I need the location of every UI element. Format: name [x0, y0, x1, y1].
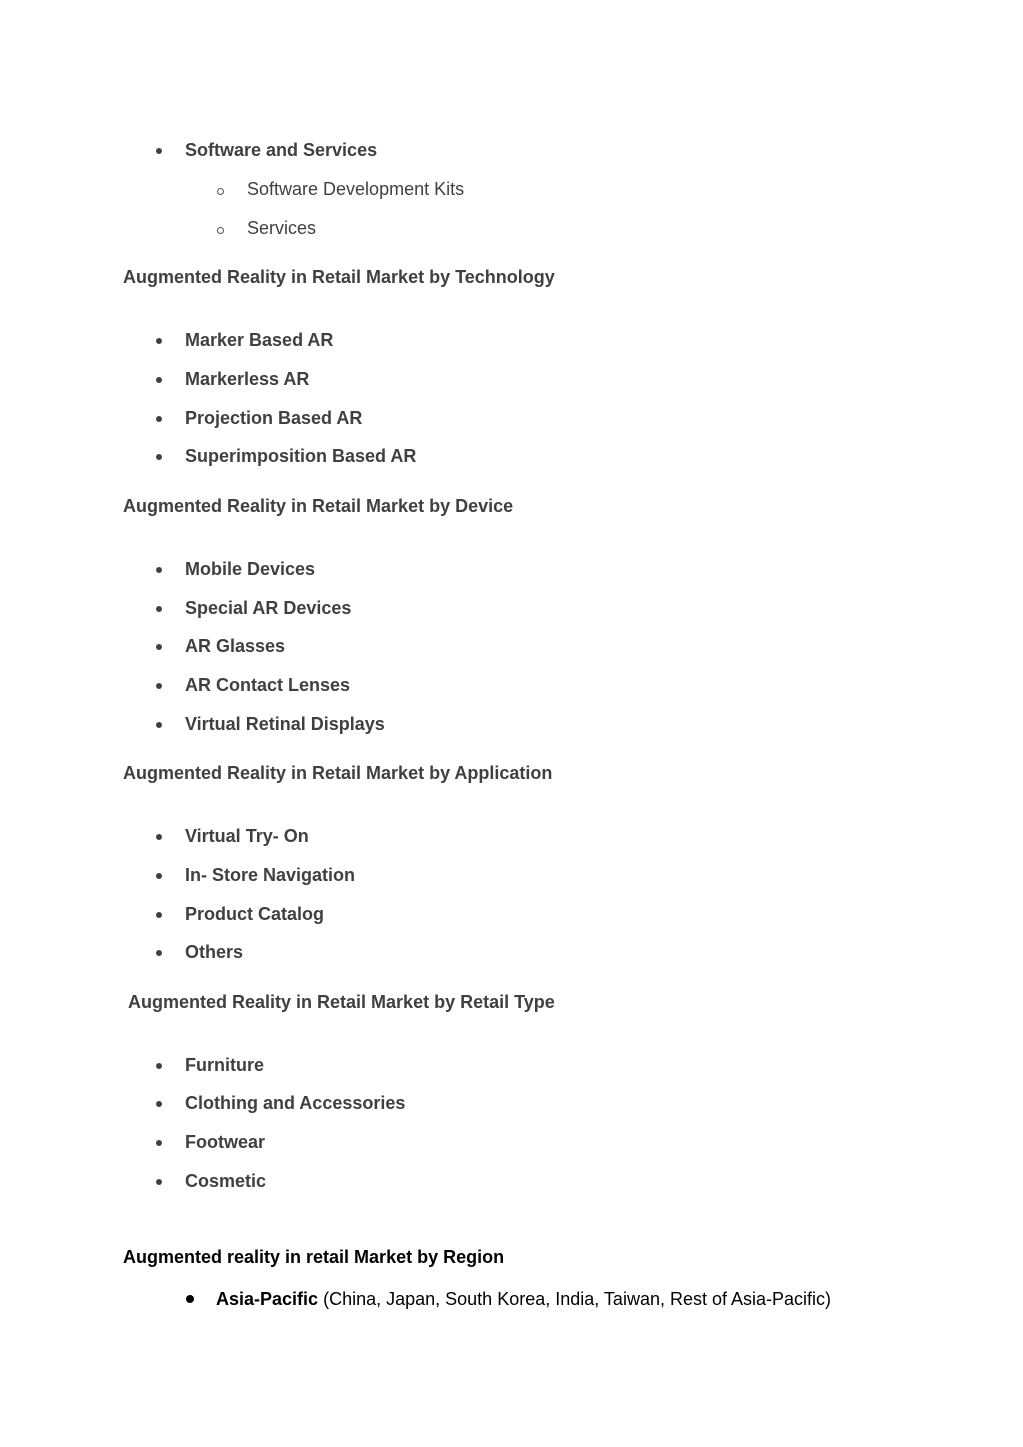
list-item: Clothing and Accessories — [185, 1093, 406, 1113]
bullet-icon — [156, 722, 162, 728]
section-heading-retail-type: Augmented Reality in Retail Market by Retail Type — [128, 992, 555, 1012]
bullet-icon — [156, 338, 162, 344]
list-item: Furniture — [185, 1055, 264, 1075]
bullet-icon — [156, 454, 162, 460]
region-list-item — [216, 1288, 831, 1310]
region-detail: (China, Japan, South Korea, India, Taiwan, Rest of Asia-Pacific) — [323, 1289, 832, 1309]
list-item: Projection Based AR — [185, 408, 363, 428]
bullet-icon — [156, 912, 162, 918]
sub-list-item: Services — [247, 218, 317, 238]
bullet-icon — [156, 567, 162, 573]
section-heading-region: Augmented reality in retail Market by Region — [123, 1247, 505, 1267]
bullet-icon — [156, 377, 162, 383]
list-item: AR Contact Lenses — [185, 675, 351, 695]
list-item: Product Catalog — [185, 904, 325, 924]
list-item: Mobile Devices — [185, 559, 316, 579]
bullet-icon — [156, 834, 162, 840]
list-item: Others — [185, 942, 244, 962]
sub-list-item: Software Development Kits — [247, 179, 465, 199]
bullet-icon — [156, 1101, 162, 1107]
list-item: Software and Services — [185, 140, 378, 160]
bullet-icon — [156, 950, 162, 956]
list-item: Footwear — [185, 1132, 266, 1152]
bullet-icon — [156, 1140, 162, 1146]
bullet-icon — [156, 873, 162, 879]
list-item: Special AR Devices — [185, 598, 352, 618]
list-item: Cosmetic — [185, 1171, 267, 1191]
bullet-icon — [156, 606, 162, 612]
list-item: Virtual Retinal Displays — [185, 714, 385, 734]
list-item: Virtual Try- On — [185, 826, 309, 846]
bullet-icon — [156, 644, 162, 650]
section-heading-technology: Augmented Reality in Retail Market by Technology — [123, 267, 555, 287]
circle-bullet-icon — [217, 227, 224, 234]
list-item: Marker Based AR — [185, 330, 334, 350]
list-item: Superimposition Based AR — [185, 446, 417, 466]
bullet-icon — [156, 1063, 162, 1069]
bullet-icon — [186, 1295, 194, 1303]
list-item: AR Glasses — [185, 636, 286, 656]
bullet-icon — [156, 148, 162, 154]
section-heading-application: Augmented Reality in Retail Market by Application — [123, 763, 553, 783]
bullet-icon — [156, 416, 162, 422]
list-item: In- Store Navigation — [185, 865, 356, 885]
list-item: Markerless AR — [185, 369, 310, 389]
bullet-icon — [156, 1179, 162, 1185]
region-name: Asia-Pacific — [216, 1289, 319, 1309]
bullet-icon — [156, 683, 162, 689]
section-heading-device: Augmented Reality in Retail Market by Device — [123, 496, 514, 516]
circle-bullet-icon — [217, 188, 224, 195]
